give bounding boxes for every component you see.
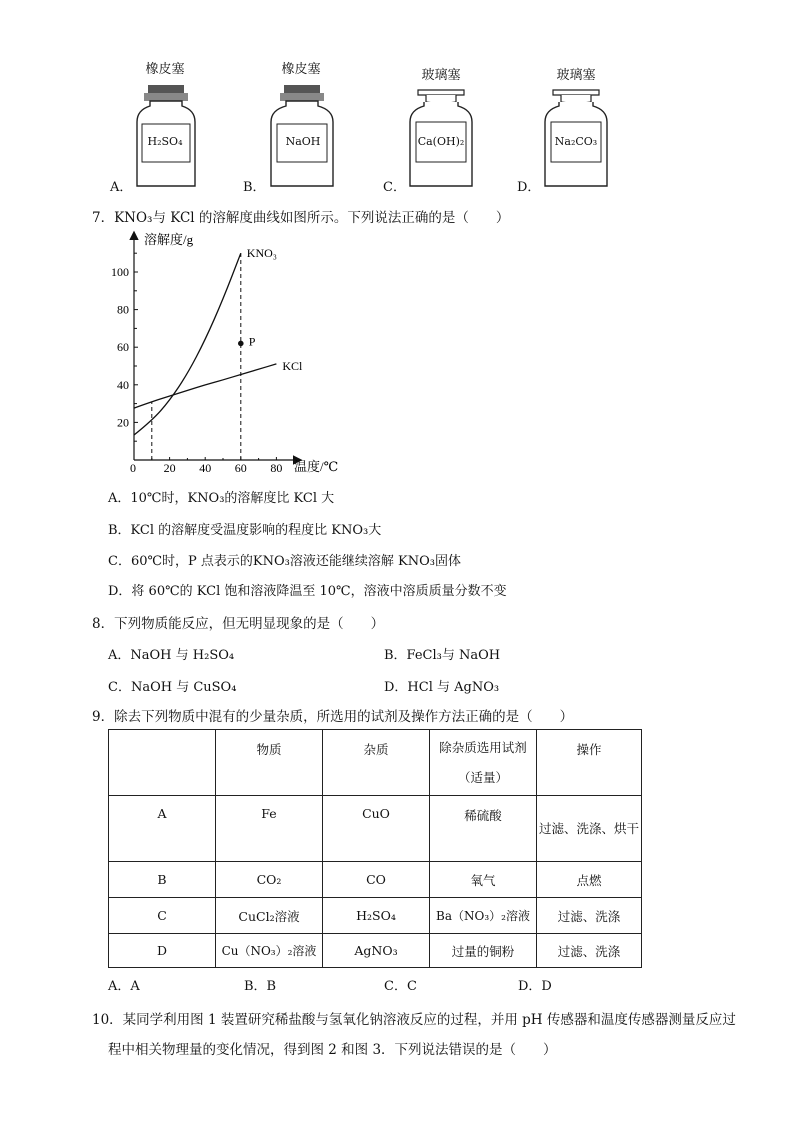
bottle-option-d xyxy=(531,64,621,194)
table-row xyxy=(109,934,642,968)
table-cell: B xyxy=(109,862,216,898)
reagent-label: NaOH xyxy=(285,135,321,148)
glass-stopper-bottle-icon xyxy=(531,64,621,194)
question-9-stem: 9．除去下列物质中混有的少量杂质，所选用的试剂及操作方法正确的是（ ） xyxy=(92,709,574,725)
option-letter: C． xyxy=(383,180,406,195)
reagent-label: H₂SO₄ xyxy=(147,135,183,148)
table-cell: 过量的铜粉 xyxy=(430,934,537,968)
table-cell: Fe xyxy=(216,796,323,862)
x-axis-label: 温度/℃ xyxy=(294,459,339,474)
table-cell: CO xyxy=(323,862,430,898)
table-header-cell: 物质 xyxy=(216,730,323,796)
reagent-label: Na₂CO₃ xyxy=(554,135,598,148)
question-8-stem: 8．下列物质能反应，但无明显现象的是（ ） xyxy=(92,616,385,632)
glass-stopper-bottle-icon xyxy=(396,64,486,194)
question-10-line1: 10．某同学利用图 1 装置研究稀盐酸与氢氧化钠溶液反应的过程，并用 pH 传感器和温度传感器测量反应过 xyxy=(92,1012,736,1028)
q9-answer-a: A．A xyxy=(108,979,140,994)
question-10-line2: 程中相关物理量的变化情况，得到图 2 和图 3．下列说法错误的是（ ） xyxy=(108,1042,557,1058)
q9-table xyxy=(108,729,642,968)
table-cell: 过滤、洗涤、烘干 xyxy=(537,796,642,862)
solubility-chart xyxy=(108,228,348,478)
table-row xyxy=(109,862,642,898)
y-tick-label: 80 xyxy=(117,302,129,317)
stopper-label: 橡皮塞 xyxy=(281,62,321,77)
reagent-label: Ca(OH)₂ xyxy=(417,135,465,148)
kcl-label: KCl xyxy=(282,358,303,373)
table-cell: C xyxy=(109,898,216,934)
bottle-option-a xyxy=(120,58,210,188)
stopper-label: 橡皮塞 xyxy=(145,62,185,77)
q8-option-b: B．FeCl₃与 NaOH xyxy=(384,648,501,663)
point-p-label: P xyxy=(248,334,256,349)
table-cell: CuO xyxy=(323,796,430,862)
kno3-label: KNO₃ xyxy=(246,246,277,261)
y-tick-label: 40 xyxy=(117,377,129,392)
rubber-stopper-bottle-icon xyxy=(120,58,210,188)
table-cell: 过滤、洗涤 xyxy=(537,898,642,934)
bottle-option-b xyxy=(256,58,346,188)
option-letter: B． xyxy=(243,180,266,195)
q9-answer-b: B．B xyxy=(244,979,277,994)
option-letter: A． xyxy=(110,180,133,195)
table-cell: D xyxy=(109,934,216,968)
x-tick-label: 60 xyxy=(234,461,247,475)
x-tick-label: 20 xyxy=(163,461,176,475)
q7-option-c: C．60℃时，P 点表示的KNO₃溶液还能继续溶解 KNO₃固体 xyxy=(108,554,461,569)
option-letter: D． xyxy=(517,180,541,195)
stopper-label: 玻璃塞 xyxy=(421,68,461,83)
table-row xyxy=(109,796,642,862)
question-7-stem: 7．KNO₃与 KCl 的溶解度曲线如图所示。下列说法正确的是（ ） xyxy=(92,210,510,226)
table-cell: Ba（NO₃）₂溶液 xyxy=(430,898,537,934)
q7-option-d: D．将 60℃的 KCl 饱和溶液降温至 10℃，溶液中溶质质量分数不变 xyxy=(108,584,507,599)
table-cell: 点燃 xyxy=(537,862,642,898)
q8-option-c: C．NaOH 与 CuSO₄ xyxy=(108,680,237,695)
table-cell: A xyxy=(109,796,216,862)
q9-answer-d: D．D xyxy=(518,979,552,994)
table-row xyxy=(109,898,642,934)
y-tick-label: 100 xyxy=(111,265,129,279)
table-cell: 稀硫酸 xyxy=(430,796,537,862)
point-p xyxy=(238,341,244,347)
rubber-stopper-bottle-icon xyxy=(256,58,346,188)
table-header-cell: 操作 xyxy=(537,730,642,796)
table-cell: H₂SO₄ xyxy=(323,898,430,934)
kcl-curve xyxy=(134,364,276,408)
x-tick-label: 40 xyxy=(199,461,212,475)
table-header-cell xyxy=(109,730,216,796)
y-axis-label: 溶解度/g xyxy=(144,232,194,247)
q8-option-a: A．NaOH 与 H₂SO₄ xyxy=(108,648,235,663)
x-tick-label: 80 xyxy=(270,461,283,475)
table-cell: CO₂ xyxy=(216,862,323,898)
table-header-cell: 除杂质选用试剂（适量） xyxy=(430,730,537,796)
q8-option-d: D．HCl 与 AgNO₃ xyxy=(384,680,500,695)
table-cell: Cu（NO₃）₂溶液 xyxy=(216,934,323,968)
table-cell: AgNO₃ xyxy=(323,934,430,968)
x-tick-label: 0 xyxy=(130,461,136,475)
table-header-cell: 杂质 xyxy=(323,730,430,796)
q7-option-b: B．KCl 的溶解度受温度影响的程度比 KNO₃大 xyxy=(108,523,382,538)
y-tick-label: 20 xyxy=(117,415,129,430)
table-cell: 过滤、洗涤 xyxy=(537,934,642,968)
bottle-option-c xyxy=(396,64,486,194)
q9-answer-c: C．C xyxy=(384,979,417,994)
y-tick-label: 60 xyxy=(117,340,129,355)
table-cell: CuCl₂溶液 xyxy=(216,898,323,934)
kno3-curve xyxy=(134,253,241,435)
stopper-label: 玻璃塞 xyxy=(556,68,596,83)
q7-option-a: A．10℃时，KNO₃的溶解度比 KCl 大 xyxy=(108,491,335,506)
table-cell: 氧气 xyxy=(430,862,537,898)
table-header-row xyxy=(109,730,642,796)
